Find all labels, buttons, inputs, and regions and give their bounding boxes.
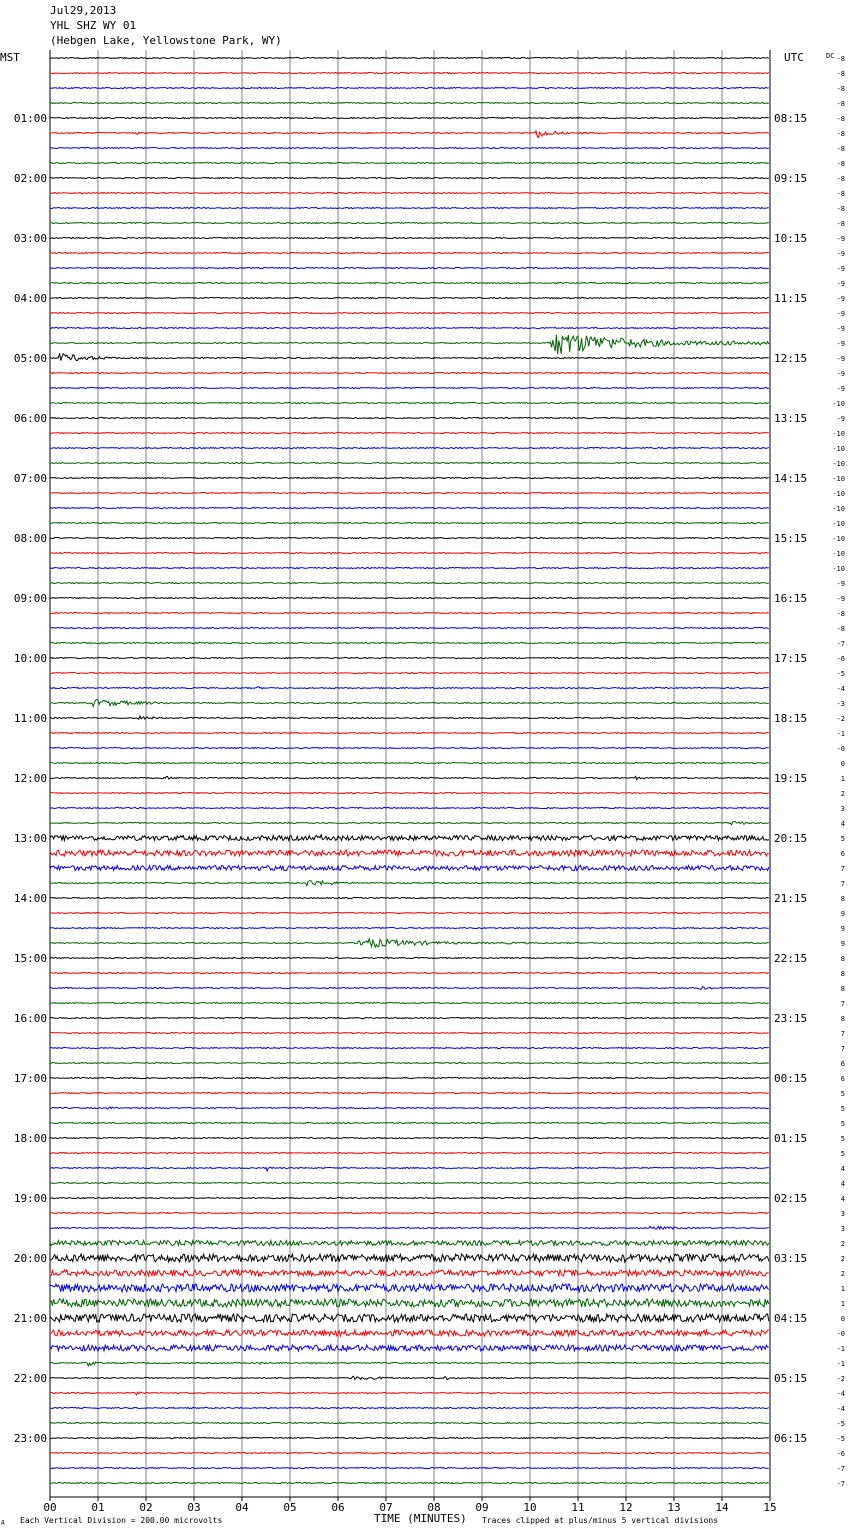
dc-offset-value: -8 <box>836 100 845 108</box>
trace-row <box>50 1047 769 1048</box>
dc-offset-value: -1 <box>836 1345 845 1353</box>
dc-offset-value: -8 <box>836 625 845 633</box>
dc-offset-value: -10 <box>832 445 845 453</box>
trace-row <box>50 972 769 973</box>
trace-row <box>50 402 769 403</box>
dc-offset-value: -1 <box>836 1360 845 1368</box>
trace-row <box>50 732 769 733</box>
trace-row <box>50 912 769 913</box>
dc-offset-value: -4 <box>836 685 845 693</box>
trace-row <box>50 1212 769 1213</box>
dc-offset-value: -10 <box>832 505 845 513</box>
dc-offset-value: 8 <box>840 955 845 963</box>
dc-offset-value: -5 <box>836 1435 845 1443</box>
dc-offset-value: -0 <box>836 1330 845 1338</box>
dc-offset-value: 7 <box>840 1045 845 1053</box>
dc-offset-value: 4 <box>840 1195 845 1203</box>
trace-row <box>50 387 769 388</box>
x-tick-label: 06 <box>331 1501 345 1514</box>
utc-hour-label: 06:15 <box>774 1432 808 1445</box>
x-tick-label: 14 <box>715 1501 729 1514</box>
utc-hour-label: 08:15 <box>774 112 808 125</box>
right-axis-label: UTC <box>784 51 804 64</box>
dc-offset-value: -8 <box>836 145 845 153</box>
trace-row <box>50 567 769 568</box>
trace-row <box>50 835 769 841</box>
dc-offset-value: 9 <box>840 910 845 918</box>
dc-offset-value: -9 <box>836 355 845 363</box>
dc-offset-value: -9 <box>836 265 845 273</box>
trace-row <box>50 1226 769 1229</box>
x-tick-label: 08 <box>427 1501 441 1514</box>
x-tick-label: 12 <box>619 1501 633 1514</box>
utc-hour-label: 23:15 <box>774 1012 808 1025</box>
mst-hour-label: 13:00 <box>13 832 47 845</box>
dc-offset-value: -6 <box>836 1450 845 1458</box>
dc-offset-value: -0 <box>836 745 845 753</box>
trace-row <box>50 897 769 898</box>
trace-row <box>50 447 769 448</box>
dc-offset-value: -8 <box>836 205 845 213</box>
trace-row <box>50 866 769 871</box>
utc-hour-label: 19:15 <box>774 772 808 785</box>
mst-hour-label: 17:00 <box>13 1072 47 1085</box>
trace-row <box>50 131 769 138</box>
dc-offset-value: 2 <box>840 1270 845 1278</box>
trace-row <box>50 881 769 886</box>
vertical-division-note: Each Vertical Division = 200.00 microvolts <box>20 1516 223 1525</box>
x-tick-label: 00 <box>43 1501 57 1514</box>
utc-hour-label: 04:15 <box>774 1312 808 1325</box>
dc-offset-value: -2 <box>836 715 845 723</box>
dc-offset-value: 8 <box>840 895 845 903</box>
dc-offset-value: -4 <box>836 1405 845 1413</box>
trace-row <box>50 1452 769 1453</box>
dc-offset-value: 5 <box>840 1120 845 1128</box>
trace-row <box>50 192 769 193</box>
dc-offset-value: -8 <box>836 175 845 183</box>
utc-hour-label: 03:15 <box>774 1252 808 1265</box>
trace-row <box>50 252 769 253</box>
utc-hour-label: 01:15 <box>774 1132 808 1145</box>
dc-offset-value: 1 <box>840 1285 845 1293</box>
dc-offset-value: 9 <box>840 940 845 948</box>
dc-offset-value: -9 <box>836 280 845 288</box>
trace-row <box>50 297 769 298</box>
trace-row <box>50 237 769 238</box>
mst-hour-label: 20:00 <box>13 1252 47 1265</box>
dc-offset-value: 3 <box>840 1225 845 1233</box>
trace-row <box>50 72 769 73</box>
dc-offset-value: 1 <box>840 1300 845 1308</box>
trace-row <box>50 207 769 208</box>
trace-row <box>50 335 769 355</box>
utc-hour-label: 15:15 <box>774 532 808 545</box>
utc-hour-label: 14:15 <box>774 472 808 485</box>
trace-row <box>50 162 769 163</box>
trace-row <box>50 282 769 283</box>
x-tick-label: 05 <box>283 1501 297 1514</box>
trace-row <box>50 642 769 643</box>
trace-row <box>50 582 769 583</box>
trace-row <box>50 57 769 58</box>
dc-offset-value: -3 <box>836 700 845 708</box>
mst-hour-label: 02:00 <box>13 172 47 185</box>
mst-hour-label: 22:00 <box>13 1372 47 1385</box>
trace-row <box>50 850 769 856</box>
trace-row <box>50 267 769 268</box>
utc-hour-label: 17:15 <box>774 652 808 665</box>
utc-hour-label: 11:15 <box>774 292 808 305</box>
dc-offset-value: 2 <box>840 1240 845 1248</box>
dc-offset-value: -10 <box>832 460 845 468</box>
mst-hour-label: 18:00 <box>13 1132 47 1145</box>
dc-offset-value: -9 <box>836 370 845 378</box>
mst-hour-label: 11:00 <box>13 712 47 725</box>
utc-hour-label: 18:15 <box>774 712 808 725</box>
dc-offset-value: -8 <box>836 610 845 618</box>
dc-offset-value: 1 <box>840 775 845 783</box>
trace-row <box>50 672 769 673</box>
trace-row <box>50 597 769 598</box>
dc-offset-value: -10 <box>832 535 845 543</box>
mst-hour-label: 05:00 <box>13 352 47 365</box>
trace-row <box>50 1422 769 1423</box>
dc-offset-value: -7 <box>836 640 845 648</box>
dc-offset-value: -4 <box>836 1390 845 1398</box>
trace-row <box>50 939 769 948</box>
mst-hour-label: 16:00 <box>13 1012 47 1025</box>
dc-offset-value: -10 <box>832 400 845 408</box>
x-tick-label: 07 <box>379 1501 393 1514</box>
dc-offset-value: 5 <box>840 1090 845 1098</box>
trace-row <box>50 776 769 779</box>
dc-offset-value: -10 <box>832 520 845 528</box>
mst-hour-label: 23:00 <box>13 1432 47 1445</box>
trace-row <box>50 747 769 748</box>
utc-hour-label: 12:15 <box>774 352 808 365</box>
dc-offset-value: 7 <box>840 865 845 873</box>
mst-hour-label: 04:00 <box>13 292 47 305</box>
trace-row <box>50 1314 769 1322</box>
trace-row <box>50 1376 769 1379</box>
dc-offset-value: 8 <box>840 970 845 978</box>
dc-offset-value: 5 <box>840 1150 845 1158</box>
dc-offset-value: 6 <box>840 850 845 858</box>
dc-offset-value: -9 <box>836 385 845 393</box>
dc-offset-value: -8 <box>836 115 845 123</box>
trace-row <box>50 957 769 958</box>
trace-row <box>50 1299 769 1307</box>
dc-offset-value: -8 <box>836 160 845 168</box>
trace-row <box>50 700 769 707</box>
trace-row <box>50 1330 769 1336</box>
utc-hour-label: 09:15 <box>774 172 808 185</box>
dc-offset-value: -9 <box>836 580 845 588</box>
dc-offset-value: -8 <box>836 190 845 198</box>
trace-row <box>50 1092 769 1093</box>
trace-row <box>50 1137 769 1138</box>
mst-hour-label: 01:00 <box>13 112 47 125</box>
dc-offset-value: 7 <box>840 880 845 888</box>
dc-offset-value: -9 <box>836 340 845 348</box>
trace-row <box>50 927 769 928</box>
trace-row <box>50 716 769 719</box>
trace-row <box>50 1182 769 1183</box>
trace-row <box>50 432 769 433</box>
dc-offset-value: -9 <box>836 295 845 303</box>
trace-row <box>50 627 769 628</box>
dc-offset-value: 2 <box>840 790 845 798</box>
trace-row <box>50 87 769 88</box>
x-tick-label: 04 <box>235 1501 249 1514</box>
trace-row <box>50 222 769 223</box>
trace-row <box>50 612 769 613</box>
mst-hour-label: 15:00 <box>13 952 47 965</box>
dc-offset-value: -5 <box>836 670 845 678</box>
x-tick-label: 11 <box>571 1501 585 1514</box>
dc-offset-value: -5 <box>836 1420 845 1428</box>
mst-hour-label: 19:00 <box>13 1192 47 1205</box>
trace-row <box>50 1437 769 1438</box>
trace-row <box>50 492 769 493</box>
trace-row <box>50 1467 769 1468</box>
trace-row <box>50 1254 769 1262</box>
trace-row <box>50 1122 769 1123</box>
x-tick-label: 01 <box>91 1501 105 1514</box>
dc-offset-value: 3 <box>840 1210 845 1218</box>
utc-hour-label: 20:15 <box>774 832 808 845</box>
trace-row <box>50 552 769 553</box>
dc-offset-value: -9 <box>836 235 845 243</box>
trace-row <box>50 102 769 103</box>
trace-row <box>50 1167 769 1171</box>
trace-row <box>50 312 769 313</box>
trace-row <box>50 762 769 763</box>
mst-hour-label: 09:00 <box>13 592 47 605</box>
dc-offset-value: -7 <box>836 1465 845 1473</box>
dc-offset-value: 6 <box>840 1060 845 1068</box>
dc-offset-value: 0 <box>840 760 845 768</box>
dc-offset-value: 5 <box>840 1105 845 1113</box>
mst-hour-label: 14:00 <box>13 892 47 905</box>
dc-offset-value: -7 <box>836 1480 845 1488</box>
dc-label: DC <box>826 52 835 60</box>
dc-offset-value: 2 <box>840 1255 845 1263</box>
dc-offset-value: -8 <box>836 220 845 228</box>
dc-offset-value: -9 <box>836 415 845 423</box>
clipping-note: Traces clipped at plus/minus 5 vertical divisions <box>482 1516 719 1525</box>
x-tick-label: 02 <box>139 1501 153 1514</box>
utc-hour-label: 00:15 <box>774 1072 808 1085</box>
trace-row <box>50 522 769 523</box>
trace-row <box>50 1002 769 1003</box>
dc-offset-value: 6 <box>840 1075 845 1083</box>
dc-offset-value: 4 <box>840 820 845 828</box>
mst-hour-label: 10:00 <box>13 652 47 665</box>
x-axis-title: TIME (MINUTES) <box>374 1512 467 1525</box>
trace-row <box>50 372 769 373</box>
dc-offset-value: -8 <box>836 70 845 78</box>
trace-row <box>50 462 769 463</box>
trace-row <box>50 657 769 658</box>
trace-row <box>50 417 769 418</box>
utc-hour-label: 02:15 <box>774 1192 808 1205</box>
utc-hour-label: 21:15 <box>774 892 808 905</box>
trace-row <box>50 1345 769 1351</box>
dc-offset-value: -9 <box>836 595 845 603</box>
utc-hour-label: 16:15 <box>774 592 808 605</box>
dc-offset-value: 5 <box>840 835 845 843</box>
trace-row <box>50 1032 769 1033</box>
utc-hour-label: 22:15 <box>774 952 808 965</box>
trace-row <box>50 1482 769 1483</box>
trace-row <box>50 537 769 538</box>
dc-offset-value: 5 <box>840 1135 845 1143</box>
dc-offset-value: 8 <box>840 1015 845 1023</box>
trace-row <box>50 792 769 793</box>
dc-offset-value: -10 <box>832 550 845 558</box>
dc-offset-value: -9 <box>836 325 845 333</box>
dc-offset-value: -1 <box>836 730 845 738</box>
trace-row <box>50 327 769 328</box>
dc-offset-value: -10 <box>832 490 845 498</box>
dc-offset-value: -8 <box>836 130 845 138</box>
trace-row <box>50 1392 769 1395</box>
mst-hour-label: 12:00 <box>13 772 47 785</box>
dc-offset-value: 4 <box>840 1180 845 1188</box>
chart-station: YHL SHZ WY 01 <box>50 19 137 32</box>
corner-mark: д <box>1 1519 5 1526</box>
trace-row <box>50 1284 769 1292</box>
mst-hour-label: 06:00 <box>13 412 47 425</box>
dc-offset-value: 7 <box>840 1000 845 1008</box>
trace-row <box>50 1077 769 1078</box>
dc-offset-value: -8 <box>836 55 845 63</box>
mst-hour-label: 08:00 <box>13 532 47 545</box>
dc-offset-value: -6 <box>836 655 845 663</box>
dc-offset-value: -8 <box>836 85 845 93</box>
trace-row <box>50 1152 769 1153</box>
trace-row <box>50 1017 769 1018</box>
trace-row <box>50 807 769 808</box>
utc-hour-label: 10:15 <box>774 232 808 245</box>
dc-offset-value: -2 <box>836 1375 845 1383</box>
dc-offset-value: 4 <box>840 1165 845 1173</box>
x-tick-label: 10 <box>523 1501 537 1514</box>
trace-row <box>50 177 769 178</box>
dc-offset-value: 8 <box>840 985 845 993</box>
trace-row <box>50 1107 769 1109</box>
dc-offset-value: 3 <box>840 805 845 813</box>
trace-row <box>50 1270 769 1276</box>
trace-row <box>50 117 769 118</box>
x-tick-label: 09 <box>475 1501 489 1514</box>
utc-hour-label: 05:15 <box>774 1372 808 1385</box>
chart-date: Jul29,2013 <box>50 4 117 17</box>
dc-offset-value: -9 <box>836 310 845 318</box>
mst-hour-label: 07:00 <box>13 472 47 485</box>
x-tick-label: 13 <box>667 1501 681 1514</box>
trace-row <box>50 1197 769 1198</box>
trace-row <box>50 353 769 361</box>
dc-offset-value: -10 <box>832 475 845 483</box>
dc-offset-value: 7 <box>840 1030 845 1038</box>
dc-offset-value: -10 <box>832 565 845 573</box>
dc-offset-value: -9 <box>836 250 845 258</box>
trace-row <box>50 1362 769 1366</box>
trace-row <box>50 987 769 990</box>
trace-row <box>50 147 769 148</box>
trace-row <box>50 1062 769 1063</box>
left-axis-label: MST <box>0 51 20 64</box>
x-tick-label: 03 <box>187 1501 201 1514</box>
trace-row <box>50 477 769 478</box>
dc-offset-value: -10 <box>832 430 845 438</box>
trace-row <box>50 1407 769 1408</box>
utc-hour-label: 13:15 <box>774 412 808 425</box>
trace-row <box>50 507 769 508</box>
mst-hour-label: 03:00 <box>13 232 47 245</box>
trace-row <box>50 1241 769 1246</box>
x-tick-label: 15 <box>763 1501 777 1514</box>
dc-offset-value: 9 <box>840 925 845 933</box>
dc-offset-value: 0 <box>840 1315 845 1323</box>
chart-location: (Hebgen Lake, Yellowstone Park, WY) <box>50 34 282 47</box>
trace-row <box>50 821 769 824</box>
mst-hour-label: 21:00 <box>13 1312 47 1325</box>
trace-row <box>50 687 769 689</box>
